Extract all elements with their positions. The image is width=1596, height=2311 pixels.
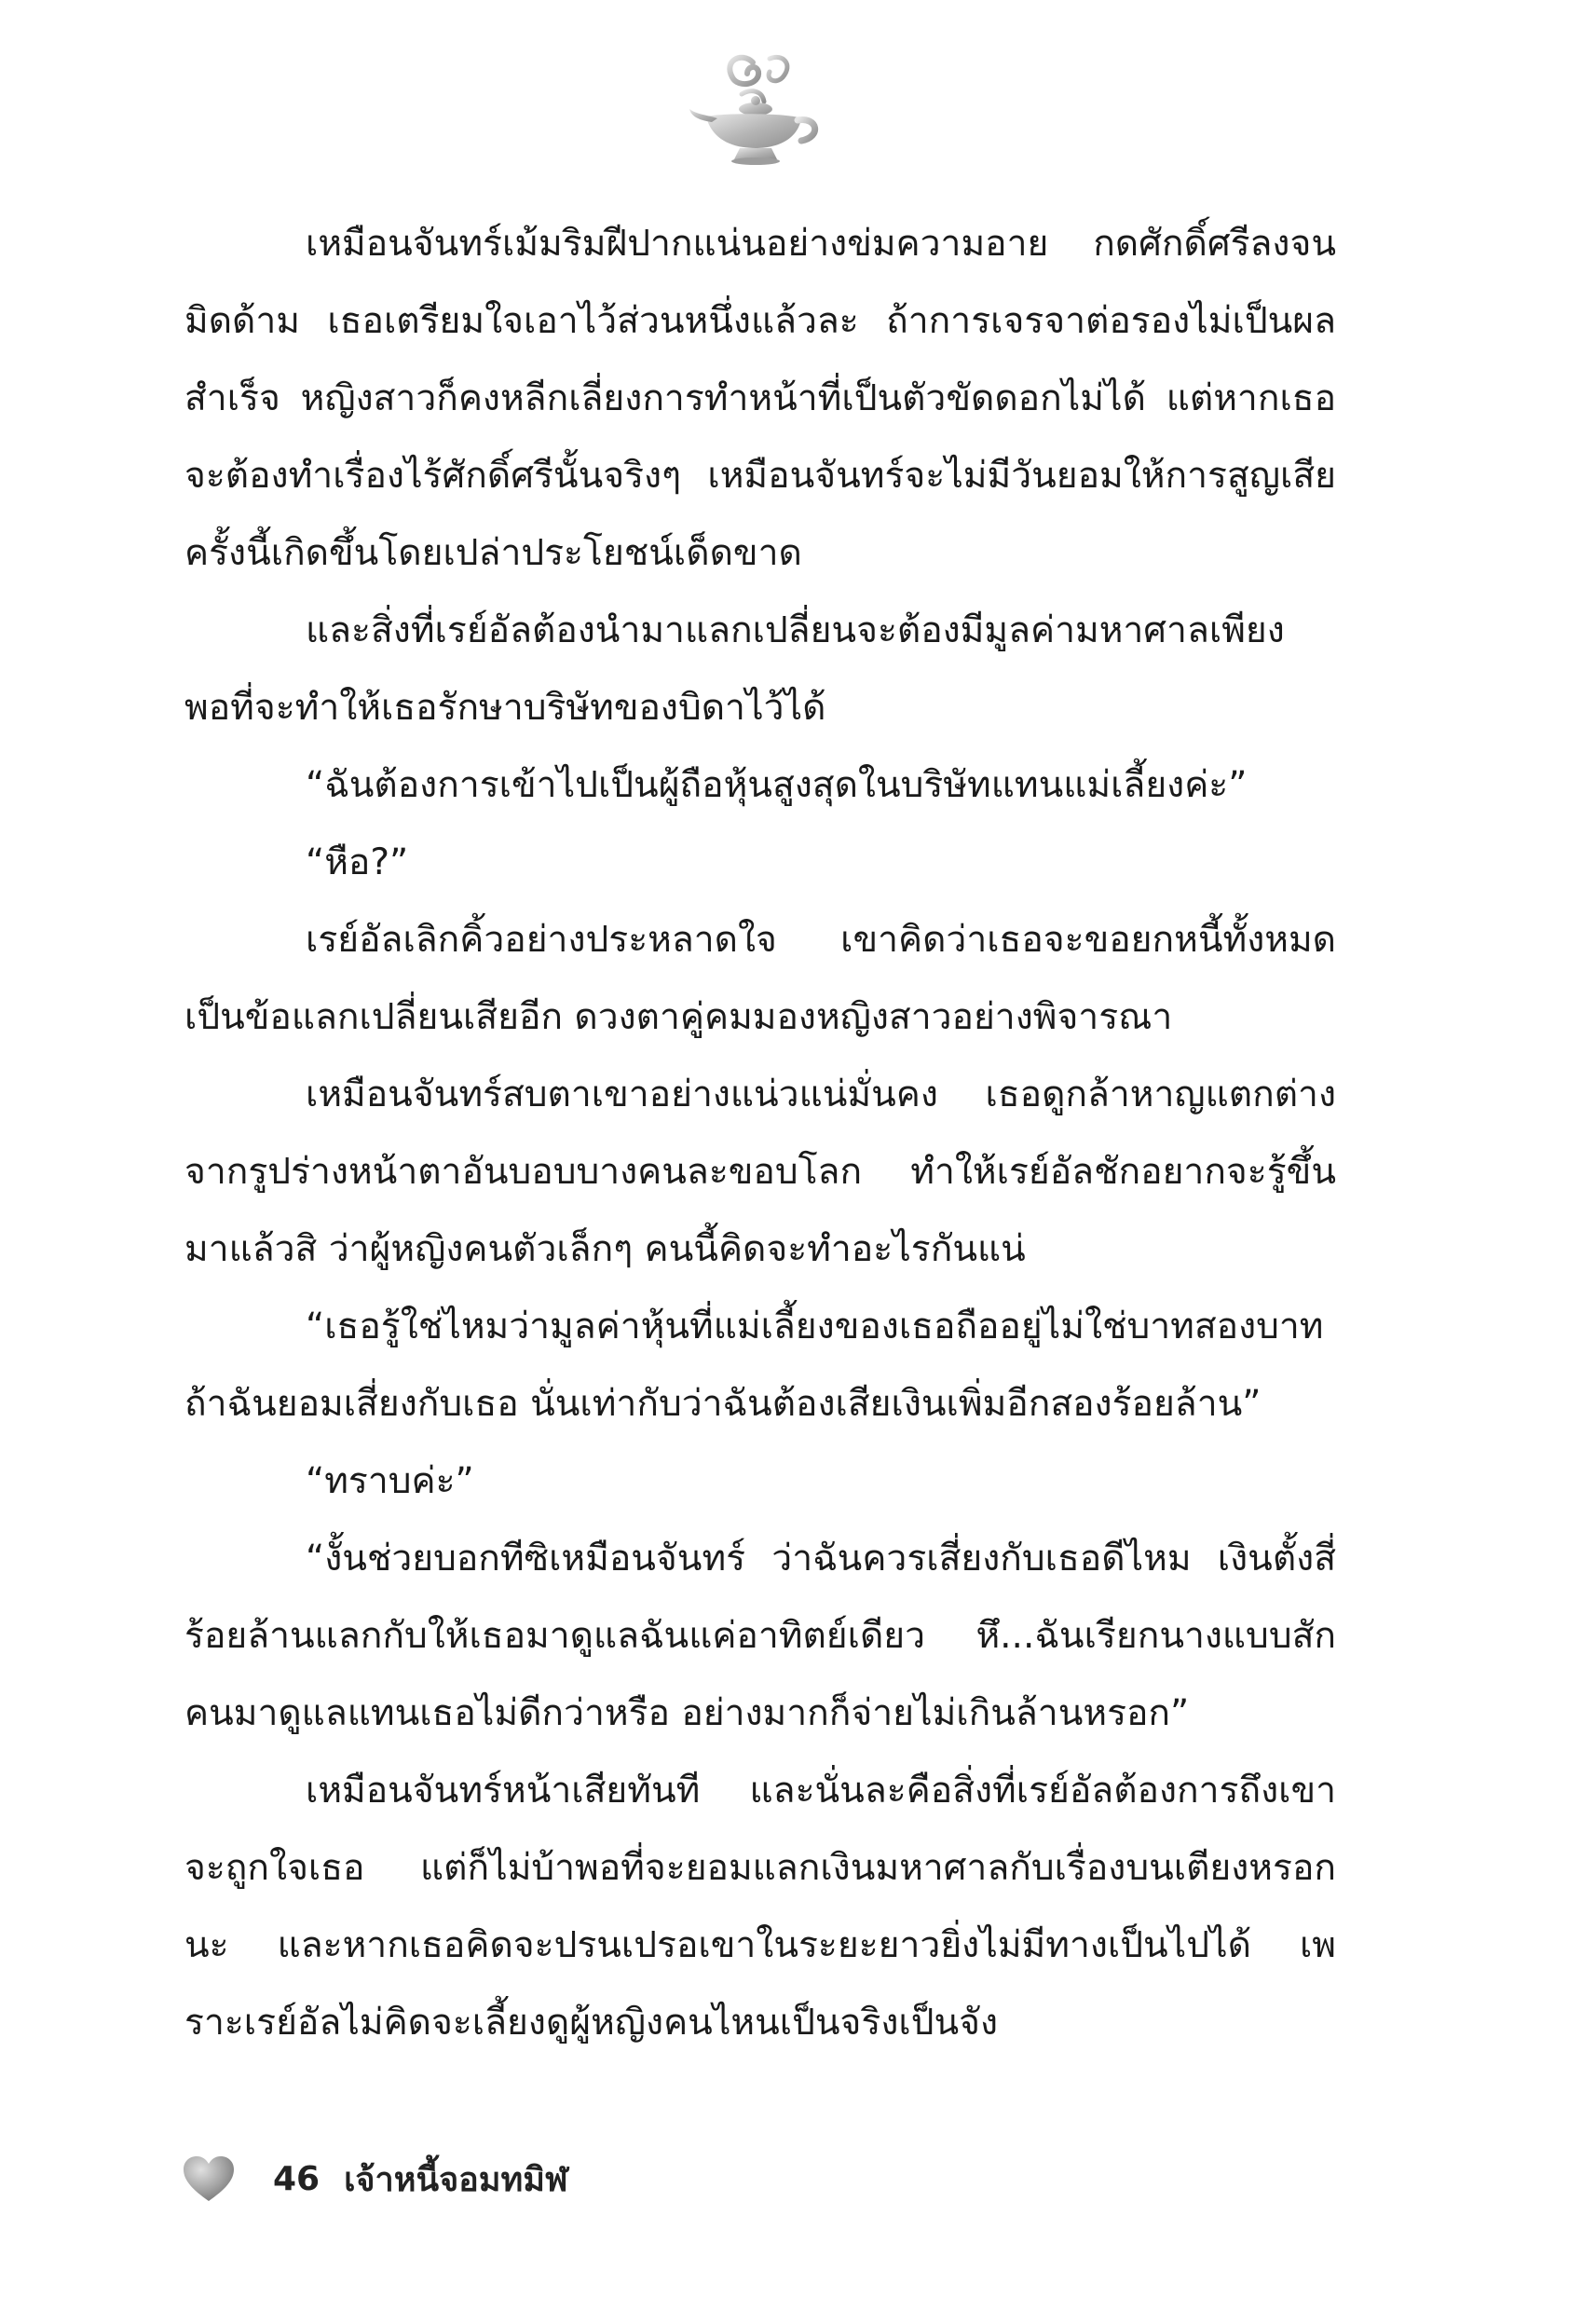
dialogue-line: “ฉันต้องการเข้าไปเป็นผู้ถือหุ้นสูงสุดในบริษัทแทนแม่เลี้ยงค่ะ” bbox=[306, 764, 1248, 806]
body-text bbox=[184, 205, 1336, 2061]
paragraph: เหมือนจันทร์สบตาเขาอย่างแน่วแน่มั่นคง เธอดูกล้าหาญแตกต่างจากรูปร่างหน้าตาอันบอบบางคนละขอบโลก ทำให้เรย์อัลชักอยากจะรู้ขึ้นมาแล้วสิ ว่าผู้หญิงคนตัวเล็กๆ คนนี้คิดจะทำอะไรกันแน่ bbox=[184, 1073, 1336, 1270]
dialogue-line: “หือ?” bbox=[306, 841, 409, 883]
paragraph: เรย์อัลเลิกคิ้วอย่างประหลาดใจ เขาคิดว่าเธอจะขอยกหนี้ทั้งหมดเป็นข้อแลกเปลี่ยนเสียอีก ดวงตาคู่คมมองหญิงสาวอย่างพิจารณา bbox=[184, 919, 1336, 1038]
page-number: 46 bbox=[273, 2159, 321, 2198]
dialogue-line: “ทราบค่ะ” bbox=[306, 1460, 474, 1502]
magic-lamp-ornament-icon bbox=[686, 51, 825, 168]
dialogue-line: “งั้นช่วยบอกทีซิเหมือนจันทร์ ว่าฉันควรเสี่ยงกับเธอดีไหม เงินตั้งสี่ร้อยล้านแลกกับให้เธอมาดูแลฉันแค่อาทิตย์เดียว หึ...ฉันเรียกนางแบบสักคนมาดูแลแทนเธอไม่ดีกว่าหรือ อย่างมากก็จ่ายไม่เกินล้านหรอก” bbox=[184, 1538, 1336, 1734]
book-title: เจ้าหนี้จอมทมิฬ bbox=[344, 2160, 568, 2199]
paragraph: เหมือนจันทร์หน้าเสียทันที และนั่นละคือสิ่งที่เรย์อัลต้องการถึงเขาจะถูกใจเธอ แต่ก็ไม่บ้าพอที่จะยอมแลกเงินมหาศาลกับเรื่องบนเตียงหรอกนะ และหากเธอคิดจะปรนเปรอเขาในระยะยาวยิ่งไม่มีทางเป็นไปได้ เพราะเรย์อัลไม่คิดจะเลี้ยงดูผู้หญิงคนไหนเป็นจริงเป็นจัง bbox=[184, 1770, 1336, 2044]
heart-icon bbox=[182, 2154, 236, 2203]
page-footer bbox=[182, 2151, 568, 2207]
dialogue-line: “เธอรู้ใช่ไหมว่ามูลค่าหุ้นที่แม่เลี้ยงของเธอถืออยู่ไม่ใช่บาทสองบาท ถ้าฉันยอมเสี่ยงกับเธอ นั่นเท่ากับว่าฉันต้องเสียเงินเพิ่มอีกสองร้อยล้าน” bbox=[184, 1306, 1324, 1425]
paragraph: เหมือนจันทร์เม้มริมฝีปากแน่นอย่างข่มความอาย กดศักดิ์ศรีลงจนมิดด้าม เธอเตรียมใจเอาไว้ส่วนหนึ่งแล้วละ ถ้าการเจรจาต่อรองไม่เป็นผลสำเร็จ หญิงสาวก็คงหลีกเลี่ยงการทำหน้าที่เป็นตัวขัดดอกไม่ได้ แต่หากเธอจะต้องทำเรื่องไร้ศักดิ์ศรีนั้นจริงๆ เหมือนจันทร์จะไม่มีวันยอมให้การสูญเสียครั้งนี้เกิดขึ้นโดยเปล่าประโยชน์เด็ดขาด bbox=[184, 223, 1336, 574]
paragraph: และสิ่งที่เรย์อัลต้องนำมาแลกเปลี่ยนจะต้องมีมูลค่ามหาศาลเพียงพอที่จะทำให้เธอรักษาบริษัทของบิดาไว้ได้ bbox=[184, 609, 1285, 729]
